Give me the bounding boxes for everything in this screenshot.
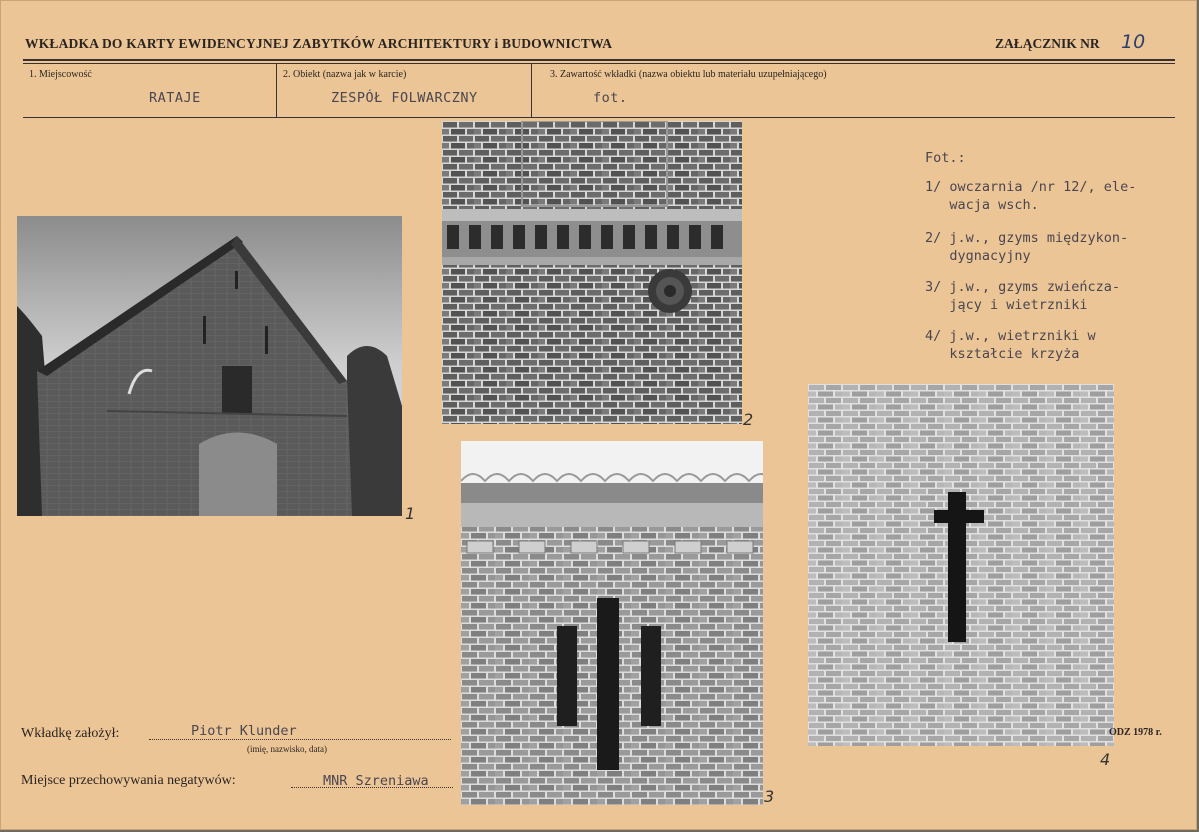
locality-value: RATAJE — [149, 90, 201, 106]
photo-number-3: 3 — [764, 787, 775, 806]
photo-2-cornice — [442, 121, 742, 424]
field-separator — [531, 64, 532, 118]
photo-4-cross-vent — [808, 384, 1114, 746]
photo-number-2: 2 — [743, 410, 754, 429]
content-value: fot. — [593, 90, 628, 106]
field-separator — [276, 64, 277, 118]
object-label: 2. Obiekt (nazwa jak w karcie) — [283, 69, 407, 80]
annex-number: 10 — [1121, 31, 1146, 53]
photo-3-vents — [461, 441, 763, 805]
storage-label: Miejsce przechowywania negatywów: — [21, 773, 236, 788]
author-sublabel: (imię, nazwisko, data) — [247, 744, 327, 754]
header-rule-bottom — [23, 117, 1175, 118]
author-value: Piotr Klunder — [191, 723, 297, 739]
odz-stamp: ODZ 1978 r. — [1109, 727, 1162, 738]
photo-note-2: 2/ j.w., gzyms międzykon- dygnacyjny — [925, 230, 1129, 264]
card-title: WKŁADKA DO KARTY EWIDENCYJNEJ ZABYTKÓW ARCHITEKTURY i BUDOWNICTWA — [25, 36, 613, 51]
locality-label: 1. Miejscowość — [29, 69, 92, 80]
photo-note-1: 1/ owczarnia /nr 12/, ele- wacja wsch. — [925, 179, 1137, 213]
header-rule-top — [23, 59, 1175, 61]
photo-number-1: 1 — [405, 504, 416, 523]
author-dotted-line — [149, 739, 451, 740]
storage-dotted-line — [291, 787, 453, 788]
photo-note-3: 3/ j.w., gzyms zwieńcza- jący i wietrzniki — [925, 279, 1121, 313]
photo-notes-heading: Fot.: — [925, 150, 966, 166]
object-value: ZESPÓŁ FOLWARCZNY — [331, 90, 478, 106]
author-label: Wkładkę założył: — [21, 726, 120, 741]
header-rule-top-thin — [23, 63, 1175, 64]
annex-label: ZAŁĄCZNIK NR — [995, 36, 1100, 51]
storage-value: MNR Szreniawa — [323, 773, 429, 789]
photo-note-4: 4/ j.w., wietrzniki w kształcie krzyża — [925, 328, 1096, 362]
photo-number-4: 4 — [1100, 750, 1111, 769]
content-label: 3. Zawartość wkładki (nazwa obiektu lub materiału uzupełniającego) — [550, 69, 827, 80]
photo-1-barn-elevation — [17, 216, 402, 516]
